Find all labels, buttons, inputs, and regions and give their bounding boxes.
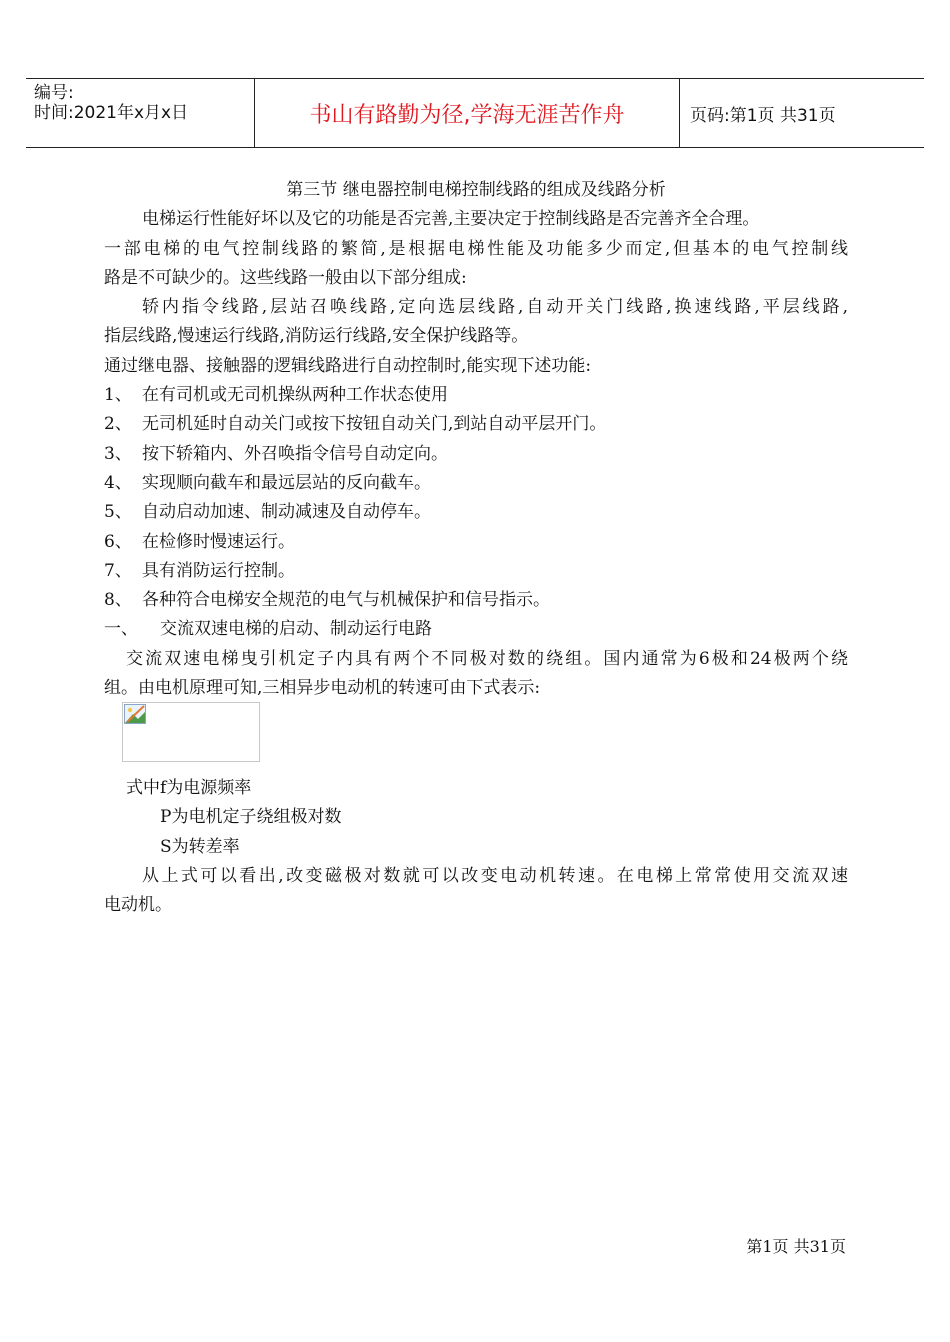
list-text: 具有消防运行控制。 bbox=[142, 560, 295, 581]
list-item bbox=[104, 498, 848, 527]
variable-line: S为转差率 bbox=[160, 836, 240, 857]
variable-line: 式中f为电源频率 bbox=[126, 778, 252, 798]
list-text: 无司机延时自动关门或按下按钮自动关门,到站自动平层开门。 bbox=[142, 414, 607, 435]
variable-line: P为电机定子绕组极对数 bbox=[160, 807, 342, 828]
header-motto: 书山有路勤为径,学海无涯苦作舟 bbox=[309, 102, 625, 128]
section-title: 第三节 继电器控制电梯控制线路的组成及线路分析 bbox=[286, 180, 666, 200]
intro-line: 通过继电器、接触器的逻辑线路进行自动控制时,能实现下述功能: bbox=[104, 355, 592, 376]
list-text: 实现顺向截车和最远层站的反向截车。 bbox=[142, 472, 431, 493]
list-text: 按下轿箱内、外召唤指令信号自动定向。 bbox=[142, 443, 448, 464]
paragraph-line: 组。由电机原理可知,三相异步电动机的转速可由下式表示: bbox=[104, 678, 541, 699]
list-text: 各种符合电梯安全规范的电气与机械保护和信号指示。 bbox=[142, 590, 550, 611]
list-number: 1、 bbox=[104, 385, 132, 406]
paragraph-line: 电梯运行性能好坏以及它的功能是否完善,主要决定于控制线路是否完善齐全合理。 bbox=[142, 209, 760, 230]
paragraph-line: 从上式可以看出,改变磁极对数就可以改变电动机转速。在电梯上常常使用交流双速 bbox=[142, 865, 848, 886]
code-label: 编号: bbox=[34, 83, 74, 103]
document-body-continued bbox=[104, 774, 848, 920]
section-heading-text: 交流双速电梯的启动、制动运行电路 bbox=[160, 619, 432, 640]
list-text: 自动启动加速、制动减速及自动停车。 bbox=[142, 502, 431, 523]
paragraph-line: 交流双速电梯曳引机定子内具有两个不同极对数的绕组。国内通常为6极和24极两个绕 bbox=[126, 648, 848, 669]
list-item bbox=[104, 557, 848, 586]
paragraph-line: 指层线路,慢速运行线路,消防运行线路,安全保护线路等。 bbox=[104, 326, 529, 347]
paragraph-line: 路是不可缺少的。这些线路一般由以下部分组成: bbox=[104, 267, 467, 288]
paragraph-line: 电动机。 bbox=[104, 895, 172, 916]
header-meta bbox=[34, 83, 188, 123]
paragraph-line: 一部电梯的电气控制线路的繁简,是根据电梯性能及功能多少而定,但基本的电气控制线 bbox=[104, 238, 848, 259]
list-item bbox=[104, 469, 848, 498]
list-number: 2、 bbox=[104, 414, 132, 435]
section-number: 一、 bbox=[104, 619, 138, 640]
broken-image-icon bbox=[124, 704, 146, 724]
document-body bbox=[104, 176, 848, 703]
list-number: 5、 bbox=[104, 502, 132, 523]
list-item bbox=[104, 440, 848, 469]
list-number: 6、 bbox=[104, 531, 132, 552]
time-label: 时间:2021年x月x日 bbox=[34, 103, 189, 123]
list-number: 7、 bbox=[104, 560, 132, 581]
list-text: 在有司机或无司机操纵两种工作状态使用 bbox=[142, 385, 448, 406]
formula-image bbox=[122, 702, 260, 762]
list-item bbox=[104, 410, 848, 439]
list-item bbox=[104, 381, 848, 410]
header-divider bbox=[679, 79, 680, 147]
list-text: 在检修时慢速运行。 bbox=[142, 531, 295, 552]
paragraph-line: 轿内指令线路,层站召唤线路,定向选层线路,自动开关门线路,换速线路,平层线路, bbox=[142, 297, 848, 318]
page-footer: 第1页 共31页 bbox=[746, 1237, 846, 1256]
list-item bbox=[104, 586, 848, 615]
header-page-info: 页码:第1页 共31页 bbox=[690, 105, 836, 126]
list-item bbox=[104, 528, 848, 557]
section-heading bbox=[104, 615, 848, 644]
list-number: 4、 bbox=[104, 472, 132, 493]
list-number: 8、 bbox=[104, 590, 132, 611]
list-number: 3、 bbox=[104, 443, 132, 464]
document-header bbox=[26, 78, 924, 148]
